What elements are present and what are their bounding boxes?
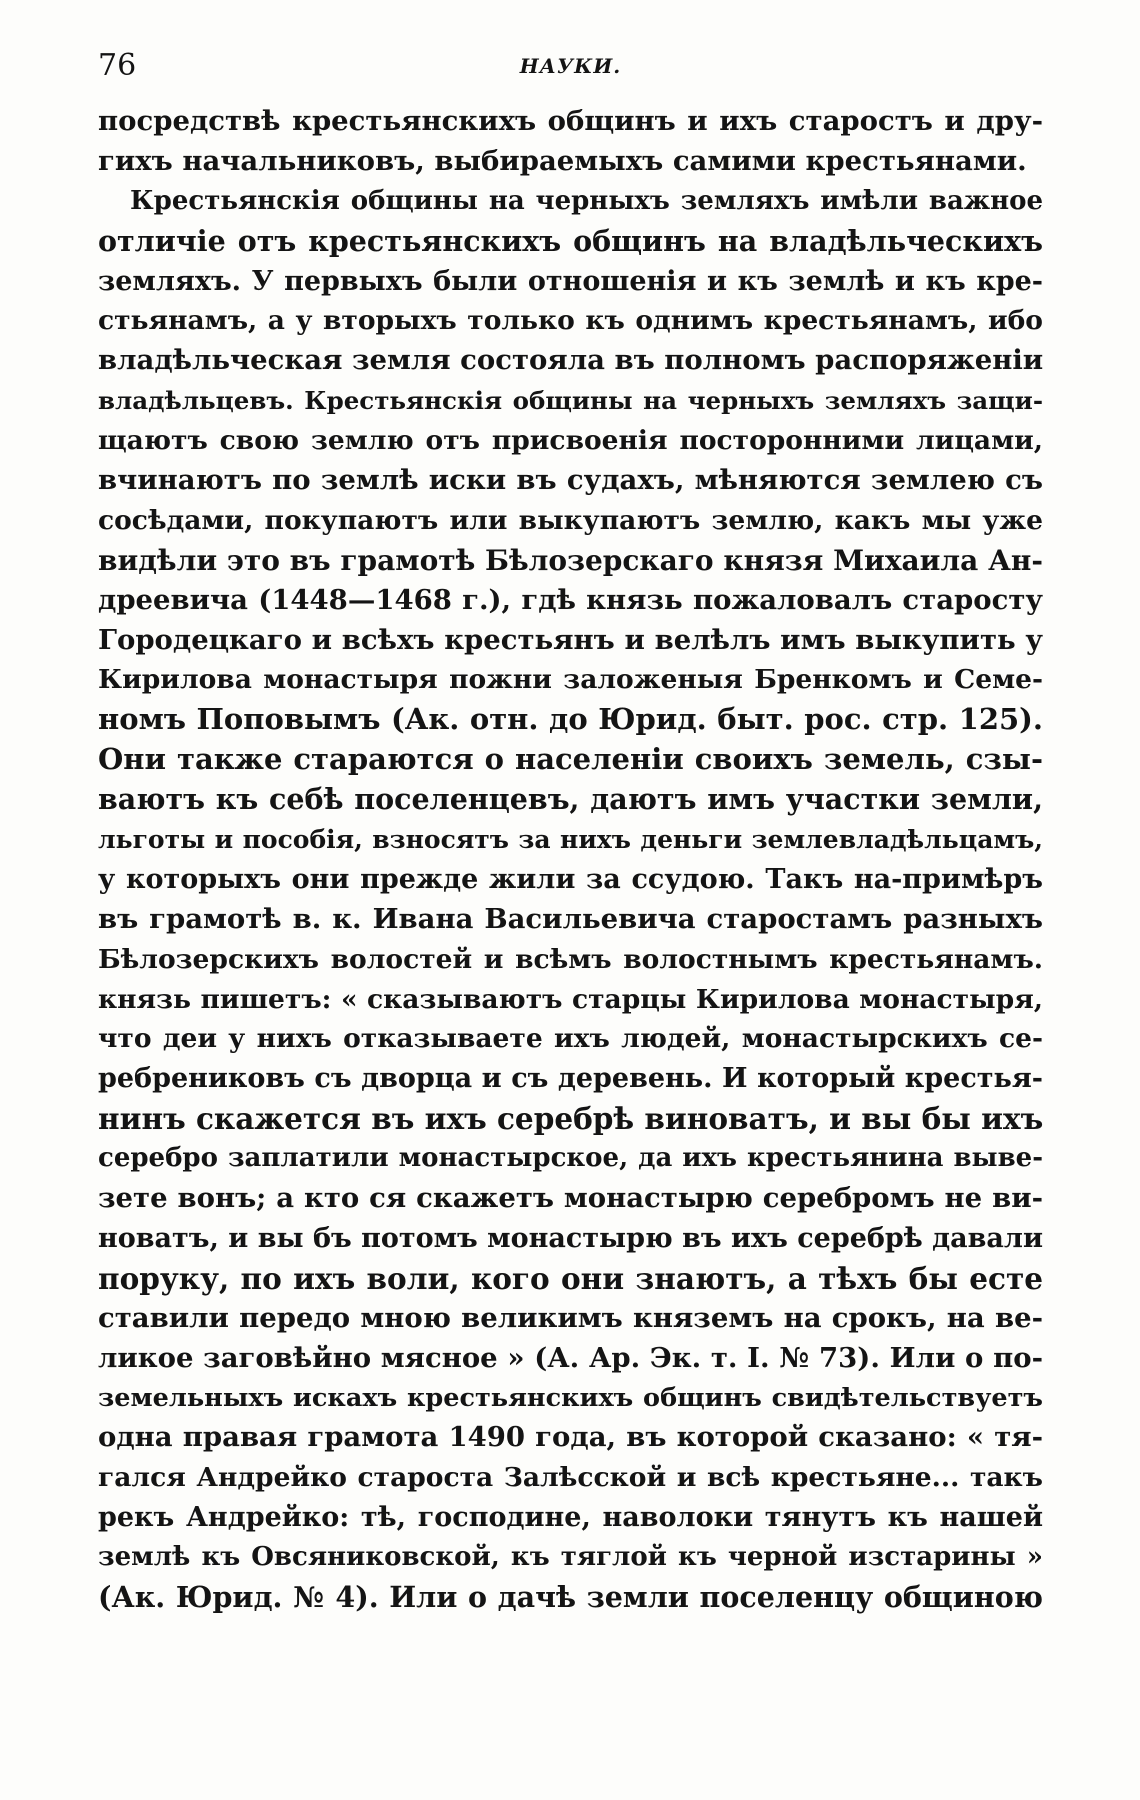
text-line: ребрениковъ съ дворца и съ деревень. И который крестья- [98, 1063, 1043, 1095]
page-header [98, 46, 1043, 86]
text-line: гался Андрейко староста Залѣсской и всѣ крестьяне... такъ [98, 1462, 1043, 1494]
text-line: щаютъ свою землю отъ присвоенія посторонними лицами, [98, 425, 1043, 457]
text-line: ликое заговѣйно мясное » (А. Ар. Эк. т. I. № 73). Или о по- [98, 1341, 1043, 1374]
text-line: видѣли это въ грамотѣ Бѣлозерскаго князя Михаила Ан- [98, 543, 1043, 577]
text-line: земляхъ. У первыхъ были отношенія и къ землѣ и къ кре- [98, 265, 1043, 297]
text-line: что деи у нихъ отказываете ихъ людей, монастырскихъ се- [98, 1023, 1043, 1055]
text-line: одна правая грамота 1490 года, въ которой сказано: « тя- [98, 1421, 1043, 1454]
text-line: Бѣлозерскихъ волостей и всѣмъ волостнымъ крестьянамъ. [98, 943, 1043, 975]
text-line: земельныхъ искахъ крестьянскихъ общинъ свидѣтельствуетъ [98, 1382, 1043, 1413]
text-line: у которыхъ они прежде жили за ссудою. Такъ на-примѣръ [98, 863, 1043, 895]
text-line: серебро заплатили монастырское, да ихъ крестьянина выве- [98, 1143, 1043, 1174]
text-line: стьянамъ, а у вторыхъ только къ однимъ крестьянамъ, ибо [98, 305, 1043, 337]
text-line: отличіе отъ крестьянскихъ общинъ на владѣльческихъ [98, 223, 1043, 258]
text-line: гихъ начальниковъ, выбираемыхъ самими крестьянами. [98, 144, 1027, 177]
text-line: поруку, по ихъ воли, кого они знаютъ, а тѣхъ бы есте [98, 1260, 1043, 1296]
text-line: въ грамотѣ в. к. Ивана Васильевича старостамъ разныхъ [98, 902, 1043, 935]
text-line: Они также стараются о населеніи своихъ земель, сзы- [98, 742, 1043, 777]
text-line: Городецкаго и всѣхъ крестьянъ и велѣлъ имъ выкупить у [98, 623, 1043, 656]
text-line: землѣ къ Овсяниковской, къ тяглой къ черной изстарины » [98, 1542, 1043, 1573]
text-line: новатъ, и вы бъ потомъ монастырю въ ихъ серебрѣ давали [98, 1222, 1043, 1254]
text-line: владѣльческая земля состояла въ полномъ распоряженіи [98, 344, 1044, 377]
body-text [98, 102, 1043, 1618]
running-head: НАУКИ. [519, 54, 622, 78]
text-line: льготы и пособія, взносятъ за нихъ деньги землевладѣльцамъ, [98, 825, 1043, 855]
text-line: ставили передо мною великимъ княземъ на срокъ, на ве- [98, 1301, 1043, 1334]
text-line: зете вонъ; а кто ся скажетъ монастырю серебромъ не ви- [98, 1182, 1043, 1215]
text-line: посредствѣ крестьянскихъ общинъ и ихъ старостъ и дру- [98, 105, 1043, 137]
text-line: (Ак. Юрид. № 4). Или о дачѣ земли поселенцу общиною [98, 1579, 1043, 1614]
text-line: Кирилова монастыря пожни заложеныя Бренкомъ и Семе- [98, 664, 1043, 696]
page-number: 76 [98, 48, 137, 83]
text-line: рекъ Андрейко: тѣ, господине, наволоки тянутъ къ нашей [98, 1502, 1043, 1534]
text-line: нинъ скажется въ ихъ серебрѣ виноватъ, и вы бы ихъ [98, 1101, 1044, 1137]
text-line: Крестьянскія общины на черныхъ земляхъ имѣли важное [130, 185, 1043, 216]
text-line: сосѣдами, покупаютъ или выкупаютъ землю, какъ мы уже [98, 504, 1043, 536]
text-line: ваютъ къ себѣ поселенцевъ, даютъ имъ участки земли, [98, 782, 1043, 817]
text-line: дреевича (1448—1468 г.), гдѣ князь пожаловалъ старосту [98, 583, 1043, 616]
text-line: номъ Поповымъ (Ак. отн. до Юрид. быт. рос. стр. 125). [98, 702, 1043, 737]
text-line: князь пишетъ: « сказываютъ старцы Кирилова монастыря, [98, 983, 1043, 1015]
text-line: вчинаютъ по землѣ иски въ судахъ, мѣняются землею съ [98, 464, 1043, 497]
text-line: владѣльцевъ. Крестьянскія общины на черныхъ земляхъ защи- [98, 386, 1043, 416]
